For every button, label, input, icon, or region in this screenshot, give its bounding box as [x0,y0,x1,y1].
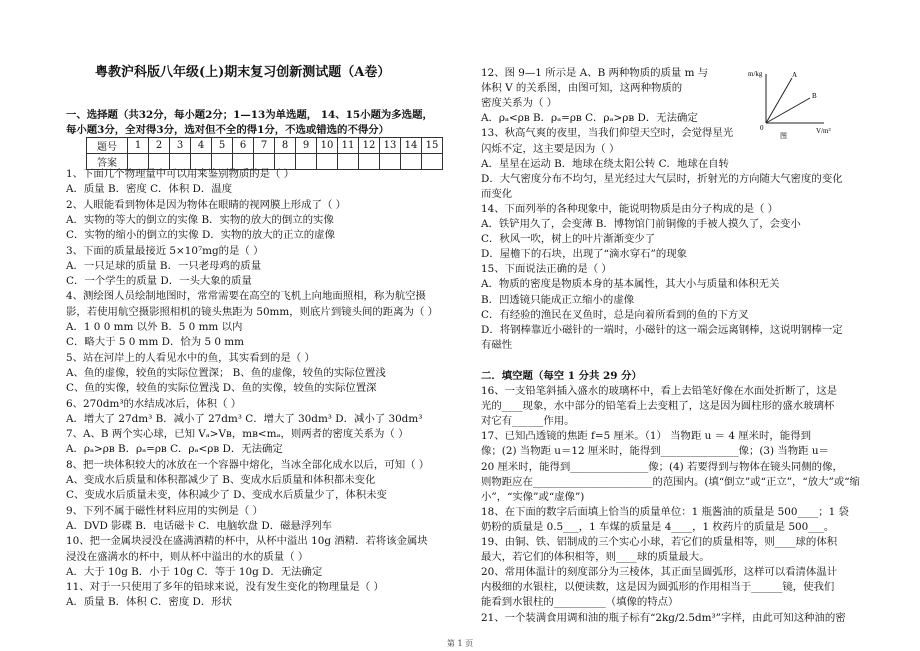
page-footer: 第 1 页 [446,639,474,648]
left-text-line: 11、对于一只使用了多年的铅球来说，没有发生变化的物理量是（ ） [66,581,384,594]
answer-blank-cell[interactable] [317,154,338,170]
answer-table-header-cell: 4 [191,138,212,154]
answer-table-header-cell: 2 [149,138,170,154]
answer-table-header-cell: 5 [212,138,233,154]
right-text-line: A．铁铲用久了，会变薄 B．博物馆门前铜像的手被人摸久了，会变小 [481,218,801,230]
right-text-line: 小”，“实像”或“虚像”) [481,490,585,503]
answer-table-header-cell: 11 [338,138,359,154]
left-text-line: 9、下列不属于磁性材料应用的实例是（ ） [66,504,263,517]
right-text-line: C．秋风一吹，树上的叶片渐渐变少了 [481,233,656,246]
answer-table-header-cell: 3 [170,138,191,154]
right-text-line: 则物距应在_______________________的范围内。(填“倒立”或“正立”，“放大”或“缩 [481,475,860,488]
left-text-line: 10、把一金属块浸没在盛满酒精的杯中，从杯中溢出 10g 酒精．若将该金属块 [66,535,428,548]
right-text-line: A．星星在运动 B．地球在绕太阳公转 C．地球在自转 [481,157,729,170]
right-text-line: B．凹透镜只能成正立缩小的虚像 [481,293,635,306]
left-text-line: C．实物的缩小的倒立的实像 D．实物的放大的正立的虚像 [66,229,335,242]
left-text-line: A．ρₐ>ρʙ B．ρₐ=ρʙ C．ρₐ<ρʙ D．无法确定 [66,443,283,456]
answer-table-header-cell: 12 [359,138,380,154]
left-text-line: A．质量 B．体积 C．密度 D．形状 [66,596,233,609]
answer-table-header-cell: 1 [128,138,149,154]
left-text-line: 4、测绘图人员绘制地图时，常常需要在高空的飞机上向地面照相，称为航空摄 [66,290,426,303]
right-text-line: 闪烁不定，这主要是因为（ ） [481,142,620,155]
right-text-line: 能看到水银柱的__________（填像的特点） [481,596,679,609]
left-text-line: C．略大于 5 0 mm D．恰为 5 0 mm [66,336,244,349]
right-text-line: 二．填空题（每空 1 分共 29 分） [481,369,642,382]
left-text-line: 3、下面的质量最接近 5×10⁷mg的是（ ） [66,244,264,257]
left-text-line: 5、站在河岸上的人看见水中的鱼，其实看到的是（ ） [66,351,315,364]
answer-table-header-cell: 15 [422,138,443,154]
left-text-line: 每小题3分，全对得3分，选对但不全的得1分，不选或错选的不得分） [66,124,390,136]
left-text-line: A．大于 10g B．小于 10g C．等于 10g D．无法确定 [66,565,323,578]
right-text-line: 12、图 9—1 所示是 A、B 两种物质的质量 m 与 [481,67,709,79]
answer-blank-cell[interactable] [380,154,401,170]
right-text-line: 体积 V 的关系图，由图可知，这两种物质的 [481,82,683,95]
y-axis-label: m/kg [748,70,763,78]
left-text-line: A、变成水后质量和体积都减少了 B、变成水后质量和体积都未变化 [66,474,376,486]
right-text-line: 17、已知凸透镜的焦距 f=5 厘米。（1） 当物距 u ＝ 4 厘米时，能得到 [481,430,811,443]
page-title: 粤教沪科版八年级(上)期末复习创新测试题（A卷） [95,65,391,80]
answer-table-header-cell: 6 [233,138,254,154]
series-a-label: A [792,71,798,79]
left-text-line: A．1 0 0 mm 以外 B．5 0 mm 以内 [66,321,243,333]
left-text-line: A．一只足球的质量 B．一只老母鸡的质量 [66,259,262,272]
right-text-line: 21、一个装满食用调和油的瓶子标有“2kg/2.5dm³”字样，由此可知这种油的密 [481,611,846,624]
answer-table [86,137,443,170]
right-text-line: 19、由铜、铁、铝制成的三个实心小球，若它们的质量相等，则____球的体积 [481,536,838,548]
left-text-line: 浸没在盛满水的杯中，则从杯中溢出的水的质量（ ） [66,550,309,563]
answer-blank-cell[interactable] [422,154,443,170]
right-text-line: 像；(2) 当物距 u＝12 厘米时，能得到_______________像；(3) 当物距 u＝ [481,445,829,458]
right-text-line: 最大，若它们的体积相等，则____球的质量最大。 [481,551,710,564]
right-text-line: 14、下面列举的各种现象中，能说明物质是由分子构成的是（ ） [481,202,779,215]
left-text-line: C、变成水后质量未变，体积减少了 D、变成水后质量少了，体积未变 [66,489,387,502]
right-text-line: 有磁性 [481,338,513,351]
answer-blank-cell[interactable] [296,154,317,170]
answer-blank-cell[interactable] [338,154,359,170]
left-text-line: A．质量 B．密度 C．体积 D．温度 [66,183,233,196]
answer-table-header-cell: 10 [317,138,338,154]
left-text-line: C、鱼的实像，较鱼的实际位置浅 D、鱼的实像，较鱼的实际位置深 [66,382,377,395]
answer-blank-cell[interactable] [401,154,422,170]
left-text-line: 一、选择题（共32分，每小题2分；1—13为单选题， 14、15小题为多选题， [66,109,433,121]
right-text-line: 20 厘米时，能得到_______________像；(4) 若要得到与物体在镜头同侧的像， [481,460,843,473]
answer-table-header-cell: 9 [296,138,317,154]
right-text-line: 13、秋高气爽的夜里，当我们仰望天空时，会觉得星光 [481,127,734,140]
left-text-line: A．DVD 影碟 B．电话磁卡 C．电脑软盘 D．磁悬浮列车 [66,519,333,532]
answer-table-header-cell: 8 [275,138,296,154]
right-text-line: 而变化 [481,187,513,200]
origin-label: 0 [760,124,764,132]
left-text-line: 1、下面几个物理量中可以用来鉴别物质的是（ ） [66,168,295,180]
left-text-line: 7、A、B 两个实心球，已知 Vₐ>Vʙ，mʙ<mₐ，则两者的密度关系为（ ） [66,428,409,441]
answer-blank-cell[interactable] [170,154,191,170]
answer-blank-cell[interactable] [359,154,380,170]
answer-table-header-cell: 14 [401,138,422,154]
mass-volume-graph [748,68,848,140]
right-text-line: 密度关系为（ ） [481,97,558,110]
right-text-line: 16、一支铅笔斜插入盛水的玻璃杯中，看上去铅笔好像在水面处折断了，这是 [481,385,838,397]
answer-blank-cell[interactable] [128,154,149,170]
right-text-line: 内极细的水银柱，以便读数，这是因为圆弧形的作用相当于______镜，使我们 [481,581,835,594]
left-text-line: C．一个学生的质量 D．一头大象的质量 [66,275,252,288]
right-text-line: A．ρₐ<ρʙ B．ρₐ=ρʙ C．ρₐ>ρʙ D．无法确定 [481,112,698,125]
answer-blank-cell[interactable] [191,154,212,170]
answer-label-cell: 答案 [87,154,128,170]
answer-blank-cell[interactable] [212,154,233,170]
left-text-line: A．增大了 27dm³ B．减小了 27dm³ C．增大了 30dm³ D．减小了 30dm³ [66,412,423,425]
right-text-line: 对它有______作用。 [481,415,575,428]
right-text-line: D．将钢棒靠近小磁针的一端时，小磁针的这一端会远离钢棒，这说明钢棒一定 [481,323,843,336]
answer-blank-cell[interactable] [254,154,275,170]
left-text-line: A、鱼的虚像，较鱼的实际位置深； B、鱼的虚像，较鱼的实际位置浅 [66,366,386,379]
answer-table-header-cell: 13 [380,138,401,154]
right-text-line: 奶粉的质量是 0.5___，1 车煤的质量是 4____，1 枚药片的质量是 500___。 [481,520,835,533]
series-b-label: B [812,92,817,100]
answer-table-header-row [87,138,443,154]
right-text-line: D．屋檐下的石块，出现了“滴水穿石”的现象 [481,248,687,261]
answer-table-header-cell: 7 [254,138,275,154]
left-text-line: 2、人眼能看到物体是因为物体在眼睛的视网膜上形成了（ ） [66,198,347,211]
right-text-line: 光的____现象，水中部分的铅笔看上去变粗了，这是因为圆柱形的盛水玻璃杯 [481,400,835,413]
figure-caption: 图 [780,132,787,140]
left-text-line: 影，若使用航空摄影照相机的镜头焦距为 50mm，则底片到镜头间的距离为（ ） [66,305,439,318]
answer-blank-cell[interactable] [149,154,170,170]
left-text-line: A．实物的等大的倒立的实像 B．实物的放大的倒立的实像 [66,213,334,226]
line-b [766,98,810,123]
right-text-line: 15、下面说法正确的是（ ） [481,263,612,276]
right-text-line: 20、常用体温计的刻度部分为三棱体，其正面呈圆弧形，这样可以看清体温计 [481,566,838,579]
answer-blank-cell[interactable] [275,154,296,170]
right-text-line: C．有经验的渔民在叉鱼时，总是向着所看到的鱼的下方叉 [481,308,749,321]
right-text-line: D．大气密度分布不均匀，星光经过大气层时，折射光的方向随大气密度的变化 [481,172,843,185]
answer-table-header-cell: 题号 [87,138,128,154]
right-text-line: A．物质的密度是物质本身的基本属性，其大小与质量和体积无关 [481,278,780,291]
answer-table-answer-row [87,154,443,170]
left-text-line: 6、270dm³的水结成冰后，体积（ ） [66,397,242,410]
x-axis-label: V/m³ [816,127,831,135]
line-a [766,78,792,123]
answer-blank-cell[interactable] [233,154,254,170]
right-text-line: 18、在下面的数字后面填上恰当的质量单位：1 瓶酱油的质量是 500____；1 袋 [481,505,849,518]
left-text-line: 8、把一块体积较大的冰放在一个容器中熔化，当冰全部化成水以后，可知（ ） [66,458,430,471]
